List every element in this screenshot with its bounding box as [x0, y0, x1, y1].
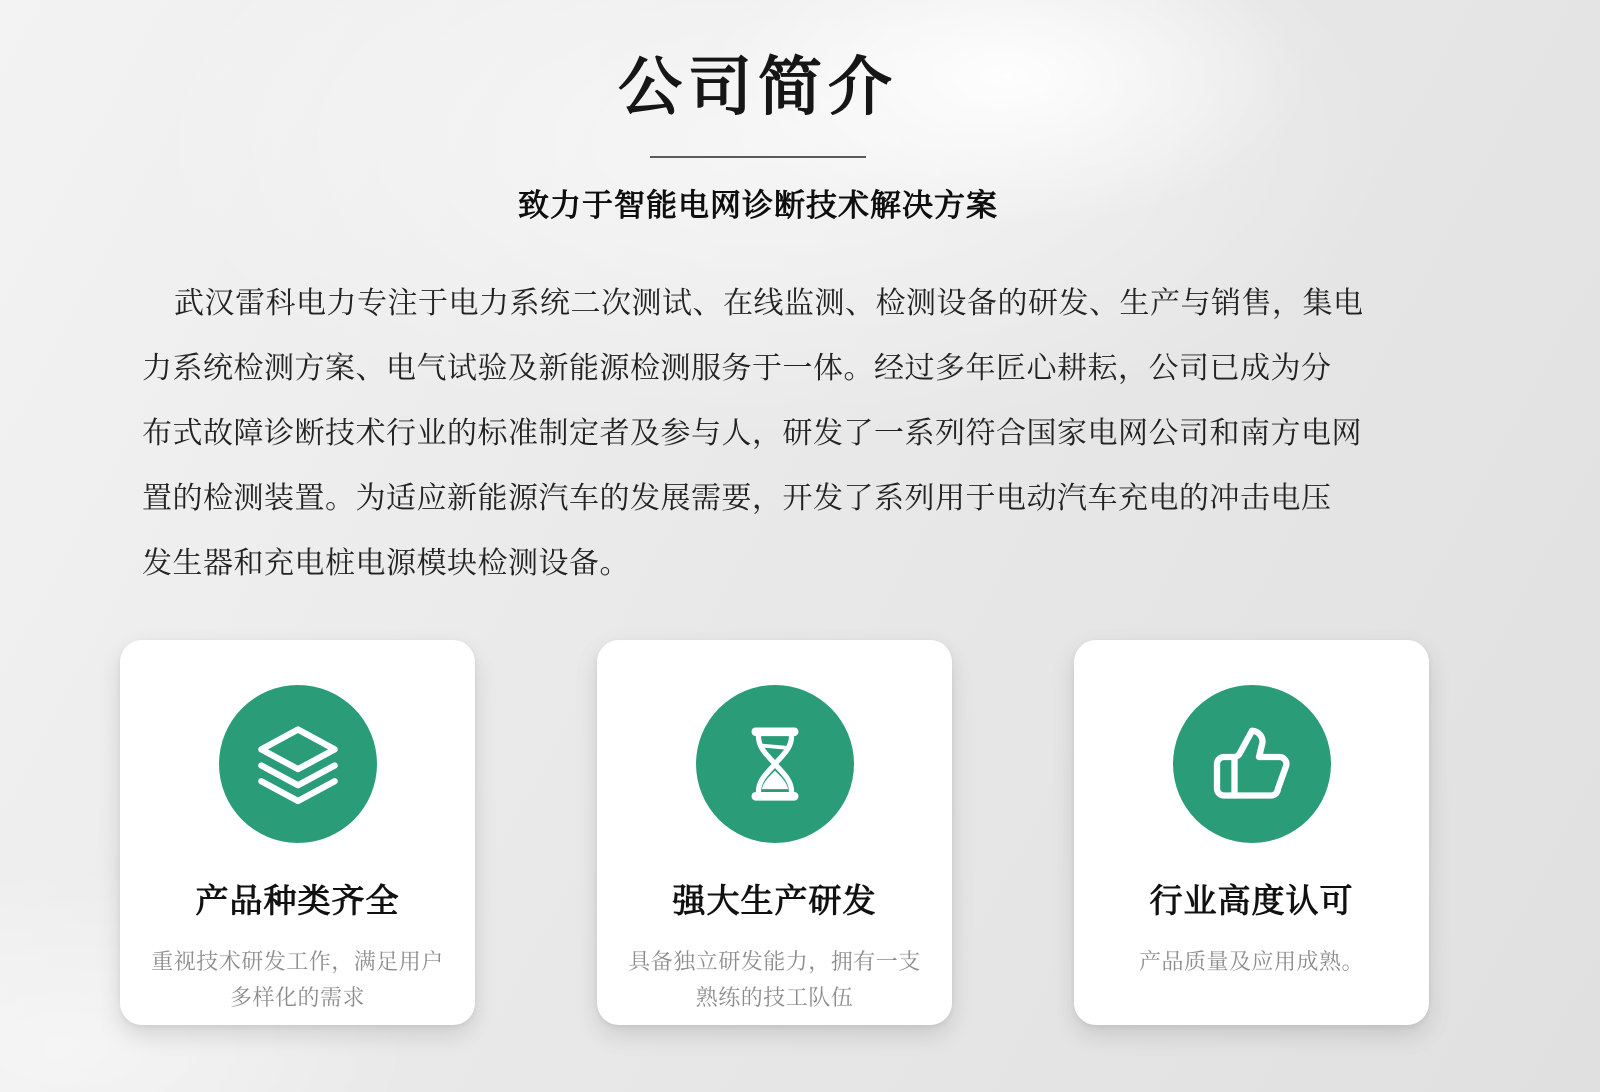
- card-production-rd: [597, 640, 952, 1025]
- intro-line: 置的检测装置。为适应新能源汽车的发展需要，开发了系列用于电动汽车充电的冲击电压: [142, 482, 1332, 516]
- thumbs-up-icon: [1173, 685, 1331, 843]
- company-description: [142, 271, 1462, 596]
- card-industry-recognition: [1074, 640, 1429, 1025]
- card-description: 具备独立研发能力，拥有一支熟练的技工队伍: [628, 949, 921, 1011]
- card-description: 产品质量及应用成熟。: [1138, 949, 1364, 975]
- hourglass-icon: [696, 685, 854, 843]
- intro-line: 发生器和充电桩电源模块检测设备。: [142, 547, 630, 581]
- card-title: 行业高度认可: [1149, 882, 1354, 920]
- intro-line: 布式故障诊断技术行业的标准制定者及参与人，研发了一系列符合国家电网公司和南方电网: [142, 417, 1362, 451]
- layers-icon: [219, 685, 377, 843]
- title-divider: [650, 156, 866, 158]
- card-title: 产品种类齐全: [195, 882, 400, 920]
- intro-line: 武汉雷科电力专注于电力系统二次测试、在线监测、检测设备的研发、生产与销售，集电: [174, 287, 1364, 321]
- feature-cards: [120, 640, 1600, 1025]
- card-description: 重视技术研发工作，满足用户多样化的需求: [151, 949, 444, 1011]
- intro-line: 力系统检测方案、电气试验及新能源检测服务于一体。经过多年匠心耕耘，公司已成为分: [142, 352, 1332, 386]
- page-title: 公司简介: [618, 51, 898, 123]
- section-header: [118, 0, 1398, 225]
- card-title: 强大生产研发: [672, 882, 877, 920]
- page-subtitle: 致力于智能电网诊断技术解决方案: [518, 188, 998, 224]
- card-product-variety: [120, 640, 475, 1025]
